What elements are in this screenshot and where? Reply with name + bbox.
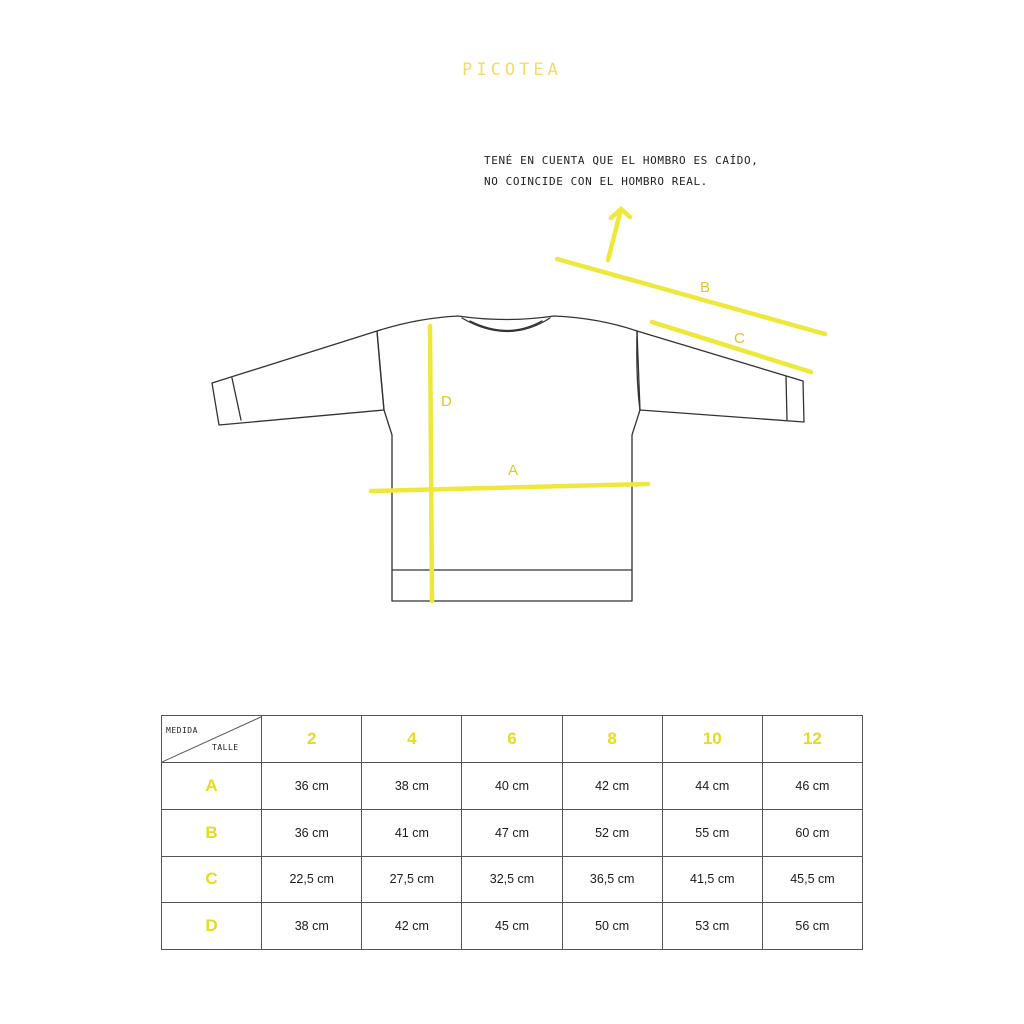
measure-value: 41,5 cm: [662, 856, 762, 903]
pointer-arrow-icon: [608, 213, 620, 260]
measure-value: 36 cm: [262, 809, 362, 856]
right-cuff: [786, 376, 787, 420]
measure-value: 36,5 cm: [562, 856, 662, 903]
size-header: 10: [662, 716, 762, 763]
measure-value: 38 cm: [262, 903, 362, 950]
table-row: [162, 809, 863, 856]
measure-value: 53 cm: [662, 903, 762, 950]
sweatshirt-outline: [212, 316, 804, 601]
measure-value: 60 cm: [762, 809, 862, 856]
note-line-1: TENÉ EN CUENTA QUE EL HOMBRO ES CAÍDO,: [484, 154, 759, 167]
left-sleeve: [212, 331, 384, 425]
size-header: 4: [362, 716, 462, 763]
measure-value: 44 cm: [662, 763, 762, 810]
table-row: [162, 763, 863, 810]
left-cuff: [232, 378, 241, 420]
label-b: B: [700, 279, 711, 296]
size-header: 2: [262, 716, 362, 763]
measure-value: 22,5 cm: [262, 856, 362, 903]
measure-line-c: [652, 322, 811, 372]
measure-line-b: [557, 259, 825, 334]
measure-value: 50 cm: [562, 903, 662, 950]
measure-value: 52 cm: [562, 809, 662, 856]
note-line-2: NO COINCIDE CON EL HOMBRO REAL.: [484, 175, 708, 188]
measure-label: B: [162, 809, 262, 856]
measure-line-d: [430, 326, 432, 601]
corner-cell: [162, 716, 262, 763]
measure-label: C: [162, 856, 262, 903]
measure-value: 27,5 cm: [362, 856, 462, 903]
table-row: [162, 903, 863, 950]
measure-label: D: [162, 903, 262, 950]
measure-value: 45,5 cm: [762, 856, 862, 903]
size-header: 12: [762, 716, 862, 763]
corner-label-talle: TALLE: [212, 743, 239, 752]
measure-value: 47 cm: [462, 809, 562, 856]
measure-value: 45 cm: [462, 903, 562, 950]
measure-value: 42 cm: [562, 763, 662, 810]
label-a: A: [508, 462, 519, 479]
measure-label: A: [162, 763, 262, 810]
measure-value: 42 cm: [362, 903, 462, 950]
measure-value: 46 cm: [762, 763, 862, 810]
size-header: 6: [462, 716, 562, 763]
measure-value: 36 cm: [262, 763, 362, 810]
neckline-rib: [470, 321, 542, 331]
label-d: D: [441, 393, 452, 410]
measure-value: 32,5 cm: [462, 856, 562, 903]
corner-label-medida: MEDIDA: [166, 726, 198, 735]
size-header: 8: [562, 716, 662, 763]
measure-value: 55 cm: [662, 809, 762, 856]
measure-value: 40 cm: [462, 763, 562, 810]
brand-logo: PICOTEA: [462, 60, 562, 80]
armhole-left: [377, 331, 384, 410]
table-row: [162, 856, 863, 903]
corner-diagonal: [162, 716, 262, 762]
measure-value: 41 cm: [362, 809, 462, 856]
measure-value: 56 cm: [762, 903, 862, 950]
measure-line-a: [371, 484, 648, 491]
label-c: C: [734, 330, 745, 347]
body-outline: [377, 316, 640, 601]
measure-value: 38 cm: [362, 763, 462, 810]
size-header-row: [162, 716, 863, 763]
size-table: [161, 715, 863, 950]
